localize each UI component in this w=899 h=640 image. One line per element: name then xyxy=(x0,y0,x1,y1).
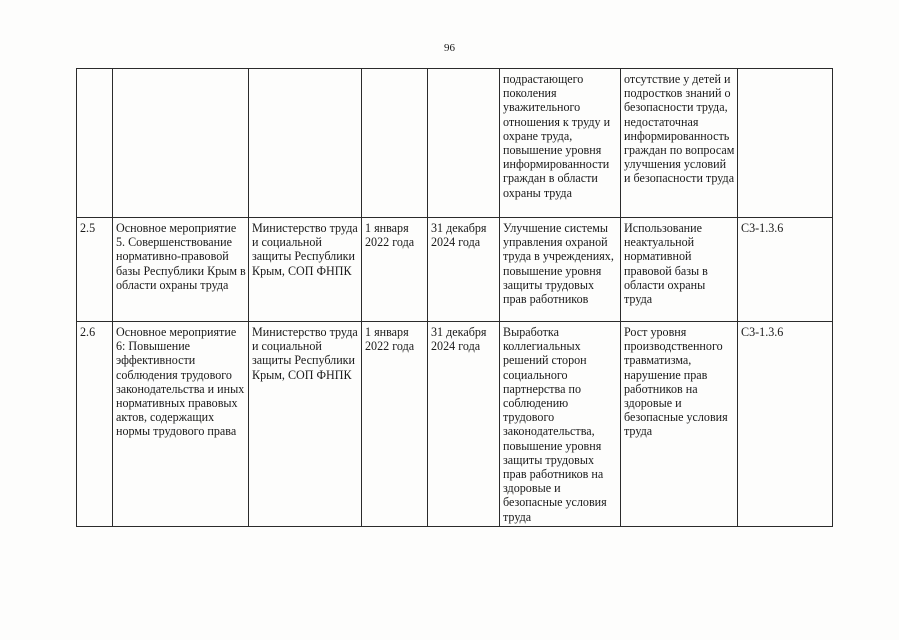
table-row xyxy=(77,69,833,218)
cell-start-date: 1 января 2022 года xyxy=(362,218,428,322)
cell-end-date xyxy=(428,69,500,218)
cell-link: С3-1.3.6 xyxy=(738,218,833,322)
measures-table xyxy=(76,68,833,527)
cell-expected-result: Улучшение системы управления охраной труда в учреждениях, повышение уровня защиты трудовых прав работников xyxy=(500,218,621,322)
cell-start-date xyxy=(362,69,428,218)
cell-measure-name: Основное мероприятие 5. Совершенствование нормативно-правовой базы Республики Крым в области охраны труда xyxy=(113,218,249,322)
cell-expected-result: Выработка коллегиальных решений сторон социального партнерства по соблюдению трудового законодательства, повышение уровня защиты трудовых прав работников на здоровые и безопасные условия труда xyxy=(500,322,621,527)
cell-expected-result: подрастающего поколения уважительного отношения к труду и охране труда, повышение уровня информированности граждан в области охраны труда xyxy=(500,69,621,218)
cell-consequence: Использование неактуальной нормативной правовой базы в области охраны труда xyxy=(621,218,738,322)
cell-measure-name: Основное мероприятие 6: Повышение эффективности соблюдения трудового законодательства и иных нормативных правовых актов, содержащих нормы трудового права xyxy=(113,322,249,527)
cell-executor: Министерство труда и социальной защиты Республики Крым, СОП ФНПК xyxy=(249,218,362,322)
cell-link xyxy=(738,69,833,218)
cell-end-date: 31 декабря 2024 года xyxy=(428,322,500,527)
cell-link: С3-1.3.6 xyxy=(738,322,833,527)
cell-consequence: Рост уровня производственного травматизма, нарушение прав работников на здоровые и безопасные условия труда xyxy=(621,322,738,527)
cell-number: 2.5 xyxy=(77,218,113,322)
cell-measure-name xyxy=(113,69,249,218)
page-number: 96 xyxy=(444,42,455,54)
table-row xyxy=(77,322,833,527)
cell-consequence: отсутствие у детей и подростков знаний о безопасности труда, недостаточная информированность граждан по вопросам улучшения условий и безопасности труда xyxy=(621,69,738,218)
cell-executor: Министерство труда и социальной защиты Республики Крым, СОП ФНПК xyxy=(249,322,362,527)
cell-start-date: 1 января 2022 года xyxy=(362,322,428,527)
cell-executor xyxy=(249,69,362,218)
table-row xyxy=(77,218,833,322)
cell-end-date: 31 декабря 2024 года xyxy=(428,218,500,322)
cell-number: 2.6 xyxy=(77,322,113,527)
cell-number xyxy=(77,69,113,218)
